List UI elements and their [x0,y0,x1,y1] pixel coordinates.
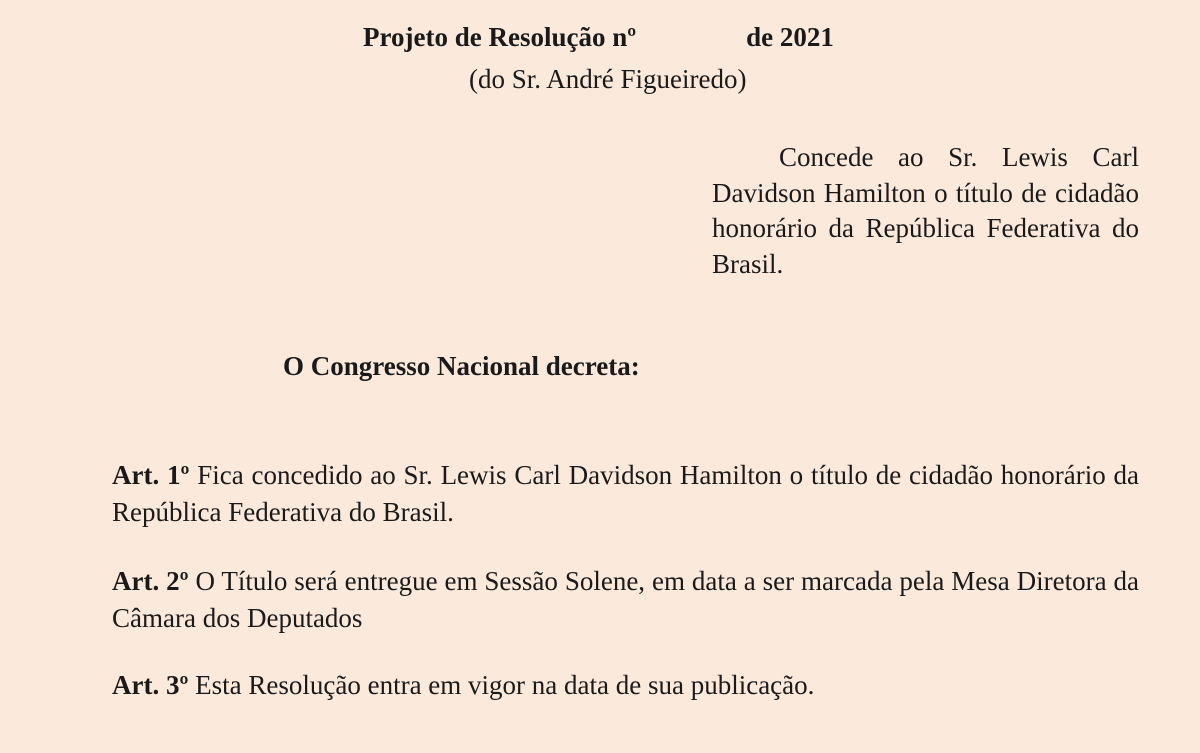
article-2 [112,563,1139,637]
article-3 [112,667,1139,704]
article-text: Fica concedido ao Sr. Lewis Carl Davidson Hamilton o título de cidadão honorário da República Federativa do Brasil. [112,460,1139,527]
article-text: O Título será entregue em Sessão Solene, em data a ser marcada pela Mesa Diretora da Câmara dos Deputados [112,566,1139,633]
article-label: Art. 1º [112,460,190,490]
document-ementa: Concede ao Sr. Lewis Carl Davidson Hamilton o título de cidadão honorário da República Federativa do Brasil. [712,142,1139,279]
document-title [363,20,834,54]
enacting-clause: O Congresso Nacional decreta: [283,351,640,381]
document-author: (do Sr. André Figueiredo) [469,64,747,94]
title-prefix: Projeto de Resolução nº [363,22,637,52]
article-text: Esta Resolução entra em vigor na data de sua publicação. [188,670,815,700]
article-1 [112,457,1139,531]
article-label: Art. 3º [112,670,189,700]
title-year: de 2021 [746,22,834,52]
article-label: Art. 2º [112,566,189,596]
